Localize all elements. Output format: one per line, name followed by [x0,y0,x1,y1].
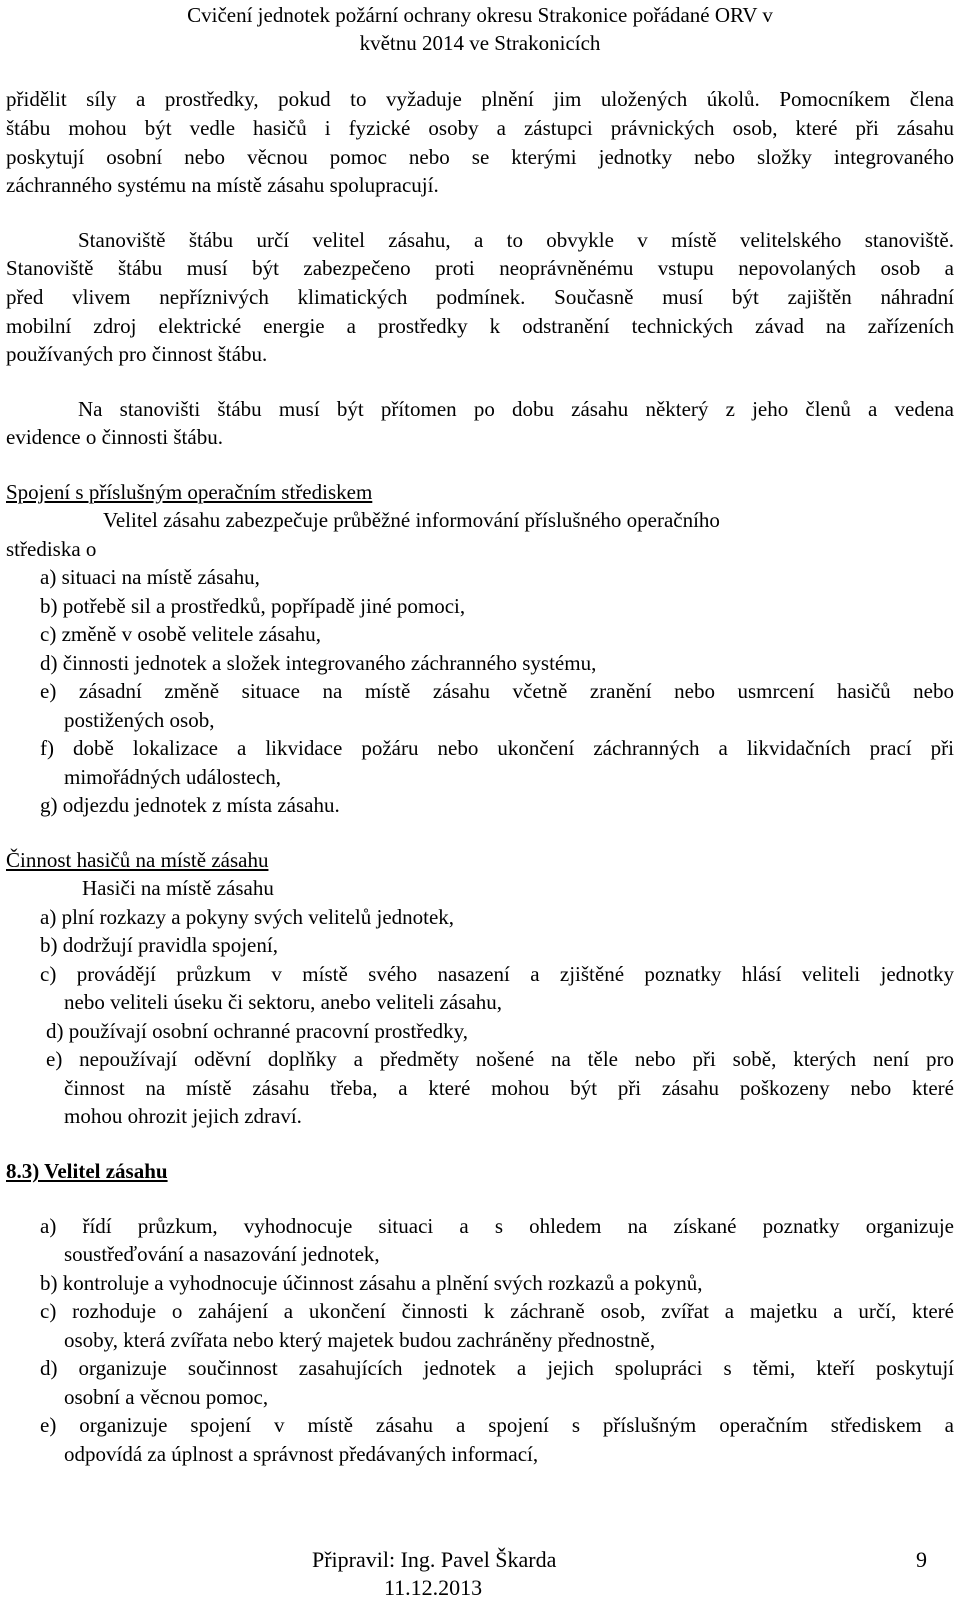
velitel-item-a-line-1: a) řídí průzkum, vyhodnocuje situaci a s ohledem na získané poznatky organizuje [40,1214,954,1238]
cinnost-item-b: b) dodržují pravidla spojení, [40,933,278,957]
spojeni-item-a: a) situaci na místě zásahu, [40,565,260,589]
cinnost-item-e-line-1: e) nepoužívají oděvní doplňky a předměty nošené na těle nebo při sobě, kterých není pro [46,1047,954,1071]
cinnost-item-e-line-3: mohou ohrozit jejich zdraví. [64,1104,302,1128]
intro-line-4: záchranného systému na místě zásahu spolupracují. [6,173,439,197]
velitel-item-d-line-1: d) organizuje součinnost zasahujících jednotek a jejich spolupráci s těmi, kteří poskytují [40,1356,954,1380]
spojeni-intro-line-1: Velitel zásahu zabezpečuje průběžné informování příslušného operačního [103,508,720,532]
velitel-item-e-line-2: odpovídá za úplnost a správnost předávaných informací, [64,1442,539,1466]
stanoviste-line-4: mobilní zdroj elektrické energie a prostředky k odstranění technických závad na zařízeních [6,314,954,338]
evidence-line-1: Na stanovišti štábu musí být přítomen po dobu zásahu některý z jeho členů a vedena [78,397,954,421]
stanoviste-line-3: před vlivem nepříznivých klimatických podmínek. Současně musí být zajištěn náhradní [6,285,954,309]
intro-line-2: štábu mohou být vedle hasičů i fyzické osoby a zástupci právnických osob, které při zásahu [6,116,954,140]
spojeni-item-b: b) potřebě sil a prostředků, popřípadě jiné pomoci, [40,594,466,618]
velitel-item-e-line-1: e) organizuje spojení v místě zásahu a spojení s příslušným operačním střediskem a [40,1413,954,1437]
spojeni-item-f-line-1: f) době lokalizace a likvidace požáru nebo ukončení záchranných a likvidačních prací při [40,736,954,760]
cinnost-item-c-line-2: nebo veliteli úseku či sektoru, anebo veliteli zásahu, [64,990,502,1014]
cinnost-item-e-line-2: činnost na místě zásahu třeba, a které mohou být při zásahu poškozeny nebo které [64,1076,954,1100]
cinnost-item-c-line-1: c) provádějí průzkum v místě svého nasazení a zjištěné poznatky hlásí veliteli jednotky [40,962,954,986]
spojeni-intro-line-2: střediska o [6,537,97,561]
velitel-item-b: b) kontroluje a vyhodnocuje účinnost zásahu a plnění svých rozkazů a pokynů, [40,1271,703,1295]
stanoviste-line-2: Stanoviště štábu musí být zabezpečeno proti neoprávněnému vstupu nepovolaných osob a [6,256,954,280]
intro-line-3: poskytují osobní nebo věcnou pomoc nebo se kterými jednotky nebo složky integrovaného [6,145,954,169]
cinnost-intro: Hasiči na místě zásahu [82,876,274,900]
document-header-line1: Cvičení jednotek požární ochrany okresu Strakonice pořádané ORV v [187,3,773,27]
stanoviste-line-1: Stanoviště štábu určí velitel zásahu, a to obvykle v místě velitelského stanoviště. [78,228,954,252]
velitel-item-d-line-2: osobní a věcnou pomoc, [64,1385,269,1409]
footer-author: Připravil: Ing. Pavel Škarda [312,1547,557,1572]
document-header-line2: květnu 2014 ve Strakonicích [359,31,601,55]
footer-page-number: 9 [916,1547,927,1572]
section-heading-spojeni: Spojení s příslušným operačním střediskem [6,480,373,504]
spojeni-item-e-line-2: postižených osob, [64,708,215,732]
cinnost-item-d: d) používají osobní ochranné pracovní prostředky, [46,1019,469,1043]
velitel-item-c-line-1: c) rozhoduje o zahájení a ukončení činnosti k záchraně osob, zvířat a majetku a určí, které [40,1299,954,1323]
footer-date: 11.12.2013 [384,1575,483,1600]
spojeni-item-g: g) odjezdu jednotek z místa zásahu. [40,793,340,817]
stanoviste-line-5: používaných pro činnost štábu. [6,342,268,366]
spojeni-item-d: d) činnosti jednotek a složek integrovaného záchranného systému, [40,651,597,675]
spojeni-item-c: c) změně v osobě velitele zásahu, [40,622,322,646]
intro-line-1: přidělit síly a prostředky, pokud to vyžaduje plnění jim uložených úkolů. Pomocníkem člena [6,87,954,111]
velitel-item-c-line-2: osoby, která zvířata nebo který majetek budou zachráněny přednostně, [64,1328,656,1352]
velitel-item-a-line-2: soustřeďování a nasazování jednotek, [64,1242,380,1266]
cinnost-item-a: a) plní rozkazy a pokyny svých velitelů jednotek, [40,905,455,929]
evidence-line-2: evidence o činnosti štábu. [6,425,223,449]
spojeni-item-f-line-2: mimořádných událostech, [64,765,281,789]
section-heading-velitel: 8.3) Velitel zásahu [6,1159,168,1183]
spojeni-item-e-line-1: e) zásadní změně situace na místě zásahu včetně zranění nebo usmrcení hasičů nebo [40,679,954,703]
section-heading-cinnost: Činnost hasičů na místě zásahu [6,848,269,872]
